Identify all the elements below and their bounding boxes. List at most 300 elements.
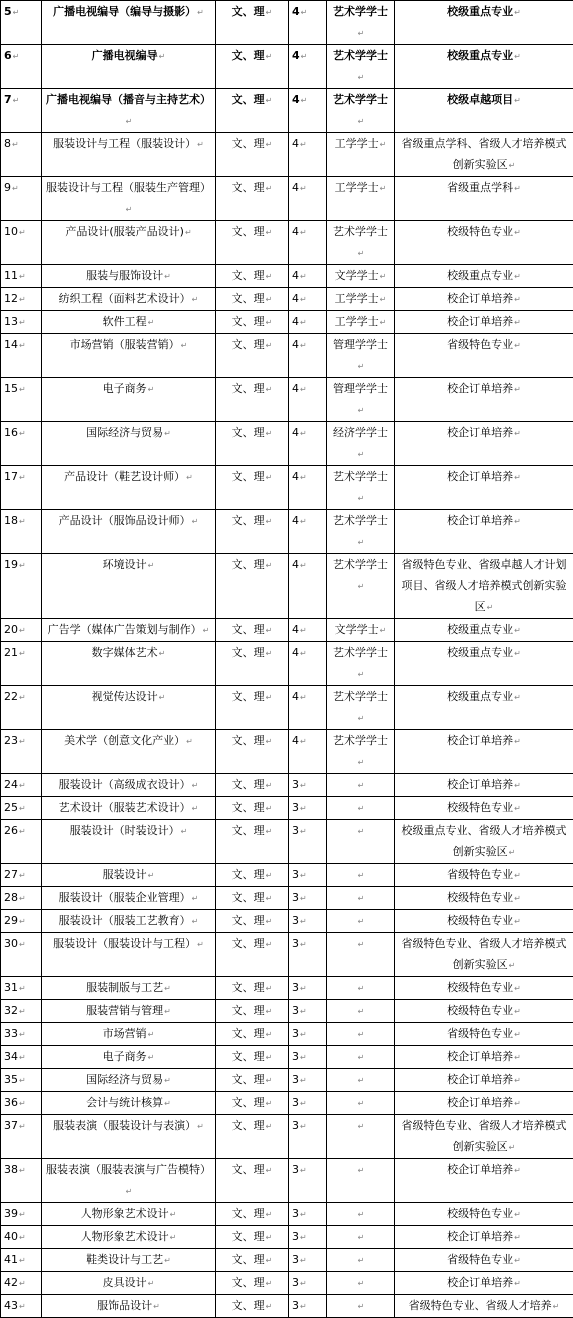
- paragraph-mark-icon: ↵: [19, 429, 26, 438]
- remarks: 校企订单培养: [447, 1276, 513, 1289]
- degree: 艺术学学士: [333, 93, 388, 106]
- paragraph-mark-icon: ↵: [358, 29, 365, 38]
- row-number-cell: [1, 1000, 42, 1023]
- paragraph-mark-icon: ↵: [514, 8, 521, 17]
- paragraph-mark-icon: ↵: [266, 827, 273, 836]
- subject-type: 文、理: [232, 1207, 265, 1220]
- paragraph-mark-icon: ↵: [266, 1122, 273, 1131]
- row-number-cell: [1, 1, 42, 45]
- paragraph-mark-icon: ↵: [126, 117, 133, 126]
- major-name: 服装设计与工程（服装设计）: [53, 137, 196, 150]
- paragraph-mark-icon: ↵: [19, 649, 26, 658]
- remarks-cell: [395, 311, 573, 334]
- remarks-cell: [395, 730, 573, 774]
- paragraph-mark-icon: ↵: [159, 52, 166, 61]
- subject-type: 文、理: [232, 558, 265, 571]
- major-name: 产品设计（服饰品设计师）: [59, 514, 191, 527]
- row-number-cell: [1, 510, 42, 554]
- degree: 艺术学学士: [333, 690, 388, 703]
- study-years-cell: [289, 864, 327, 887]
- paragraph-mark-icon: ↵: [300, 1007, 307, 1016]
- paragraph-mark-icon: ↵: [192, 295, 199, 304]
- subject-type: 文、理: [232, 1253, 265, 1266]
- subject-type: 文、理: [232, 292, 265, 305]
- major-name-cell: [42, 1000, 216, 1023]
- subject-type-cell: [216, 686, 289, 730]
- row-number-cell: [1, 1226, 42, 1249]
- study-years: 3: [292, 1027, 299, 1040]
- paragraph-mark-icon: ↵: [266, 1302, 273, 1311]
- remarks-cell: [395, 619, 573, 642]
- paragraph-mark-icon: ↵: [358, 1030, 365, 1039]
- row-number-cell: [1, 730, 42, 774]
- paragraph-mark-icon: ↵: [358, 940, 365, 949]
- paragraph-mark-icon: ↵: [358, 1210, 365, 1219]
- major-name: 电子商务: [103, 382, 147, 395]
- study-years: 4: [292, 382, 299, 395]
- major-name-cell: [42, 1249, 216, 1272]
- row-number-cell: [1, 774, 42, 797]
- study-years-cell: [289, 554, 327, 619]
- major-name-cell: [42, 422, 216, 466]
- paragraph-mark-icon: ↵: [148, 318, 155, 327]
- major-name-cell: [42, 1115, 216, 1159]
- study-years-cell: [289, 422, 327, 466]
- table-row: [1, 288, 573, 311]
- study-years: 3: [292, 914, 299, 927]
- paragraph-mark-icon: ↵: [164, 1076, 171, 1085]
- paragraph-mark-icon: ↵: [197, 940, 204, 949]
- study-years-cell: [289, 1115, 327, 1159]
- study-years-cell: [289, 1069, 327, 1092]
- paragraph-mark-icon: ↵: [514, 228, 521, 237]
- subject-type-cell: [216, 89, 289, 133]
- paragraph-mark-icon: ↵: [300, 228, 307, 237]
- row-number: 10: [4, 225, 18, 238]
- table-row: [1, 1249, 573, 1272]
- row-number-cell: [1, 89, 42, 133]
- paragraph-mark-icon: ↵: [300, 1210, 307, 1219]
- paragraph-mark-icon: ↵: [514, 649, 521, 658]
- major-name: 视觉传达设计: [92, 690, 158, 703]
- row-number: 43: [4, 1299, 18, 1312]
- paragraph-mark-icon: ↵: [13, 8, 20, 17]
- major-name: 国际经济与贸易: [86, 426, 163, 439]
- study-years-cell: [289, 933, 327, 977]
- table-row: [1, 1000, 573, 1023]
- major-name-cell: [42, 334, 216, 378]
- remarks: 校级重点专业: [447, 269, 513, 282]
- subject-type: 文、理: [232, 1027, 265, 1040]
- major-name: 电子商务: [103, 1050, 147, 1063]
- paragraph-mark-icon: ↵: [358, 582, 365, 591]
- table-row: [1, 1046, 573, 1069]
- remarks-cell: [395, 133, 573, 177]
- study-years-cell: [289, 288, 327, 311]
- subject-type-cell: [216, 887, 289, 910]
- paragraph-mark-icon: ↵: [153, 1302, 160, 1311]
- major-name: 产品设计(服装产品设计): [65, 225, 184, 238]
- subject-type-cell: [216, 1159, 289, 1203]
- degree: 工学学士: [335, 292, 379, 305]
- remarks: 校级重点专业: [447, 646, 513, 659]
- subject-type-cell: [216, 1092, 289, 1115]
- degree: 艺术学学士: [333, 49, 388, 62]
- paragraph-mark-icon: ↵: [380, 626, 387, 635]
- major-name: 服装设计（服装工艺教育）: [59, 914, 191, 927]
- paragraph-mark-icon: ↵: [358, 670, 365, 679]
- major-name: 国际经济与贸易: [86, 1073, 163, 1086]
- degree-cell: [327, 221, 395, 265]
- table-row: [1, 1159, 573, 1203]
- major-name-cell: [42, 466, 216, 510]
- subject-type-cell: [216, 1115, 289, 1159]
- degree-cell: [327, 864, 395, 887]
- study-years: 3: [292, 1299, 299, 1312]
- table-row: [1, 1226, 573, 1249]
- major-name: 人物形象艺术设计: [81, 1230, 169, 1243]
- subject-type: 文、理: [232, 181, 265, 194]
- paragraph-mark-icon: ↵: [358, 1302, 365, 1311]
- subject-type-cell: [216, 554, 289, 619]
- paragraph-mark-icon: ↵: [19, 1302, 26, 1311]
- row-number-cell: [1, 887, 42, 910]
- remarks-cell: [395, 1159, 573, 1203]
- subject-type: 文、理: [232, 891, 265, 904]
- degree: 管理学学士: [333, 338, 388, 351]
- paragraph-mark-icon: ↵: [300, 561, 307, 570]
- degree: 艺术学学士: [333, 225, 388, 238]
- remarks: 省级重点学科: [447, 181, 513, 194]
- paragraph-mark-icon: ↵: [197, 1122, 204, 1131]
- remarks: 校级特色专业: [447, 1004, 513, 1017]
- row-number: 27: [4, 868, 18, 881]
- paragraph-mark-icon: ↵: [12, 140, 19, 149]
- paragraph-mark-icon: ↵: [13, 52, 20, 61]
- subject-type: 文、理: [232, 514, 265, 527]
- table-row: [1, 820, 573, 864]
- remarks-cell: [395, 797, 573, 820]
- paragraph-mark-icon: ↵: [300, 473, 307, 482]
- study-years: 4: [292, 5, 300, 18]
- subject-type: 文、理: [232, 426, 265, 439]
- degree-cell: [327, 510, 395, 554]
- subject-type: 文、理: [232, 225, 265, 238]
- row-number-cell: [1, 45, 42, 89]
- study-years: 3: [292, 1207, 299, 1220]
- remarks-cell: [395, 334, 573, 378]
- major-name-cell: [42, 864, 216, 887]
- major-name-cell: [42, 1069, 216, 1092]
- remarks-cell: [395, 466, 573, 510]
- study-years: 4: [292, 292, 299, 305]
- paragraph-mark-icon: ↵: [192, 894, 199, 903]
- study-years: 4: [292, 514, 299, 527]
- study-years-cell: [289, 466, 327, 510]
- paragraph-mark-icon: ↵: [301, 96, 308, 105]
- paragraph-mark-icon: ↵: [358, 406, 365, 415]
- subject-type: 文、理: [232, 137, 265, 150]
- major-name: 鞋类设计与工艺: [86, 1253, 163, 1266]
- subject-type: 文、理: [232, 981, 265, 994]
- major-name-cell: [42, 977, 216, 1000]
- subject-type: 文、理: [232, 1119, 265, 1132]
- paragraph-mark-icon: ↵: [266, 1166, 273, 1175]
- major-name-cell: [42, 133, 216, 177]
- subject-type-cell: [216, 265, 289, 288]
- paragraph-mark-icon: ↵: [509, 1143, 516, 1152]
- subject-type-cell: [216, 311, 289, 334]
- subject-type-cell: [216, 510, 289, 554]
- remarks: 省级特色专业、省级人才培养模式创新实验区: [402, 937, 567, 971]
- paragraph-mark-icon: ↵: [300, 1166, 307, 1175]
- paragraph-mark-icon: ↵: [164, 984, 171, 993]
- remarks: 省级特色专业、省级卓越人才计划项目、省级人才培养模式创新实验区: [402, 558, 567, 613]
- major-name: 广播电视编导（编导与摄影）: [53, 5, 196, 18]
- degree-cell: [327, 933, 395, 977]
- study-years: 3: [292, 1050, 299, 1063]
- remarks: 校企订单培养: [447, 1096, 513, 1109]
- paragraph-mark-icon: ↵: [300, 984, 307, 993]
- table-row: [1, 265, 573, 288]
- paragraph-mark-icon: ↵: [203, 626, 210, 635]
- study-years: 4: [292, 93, 300, 106]
- paragraph-mark-icon: ↵: [300, 649, 307, 658]
- paragraph-mark-icon: ↵: [358, 450, 365, 459]
- study-years: 4: [292, 137, 299, 150]
- row-number: 42: [4, 1276, 18, 1289]
- paragraph-mark-icon: ↵: [358, 117, 365, 126]
- paragraph-mark-icon: ↵: [266, 517, 273, 526]
- paragraph-mark-icon: ↵: [300, 917, 307, 926]
- degree-cell: [327, 910, 395, 933]
- paragraph-mark-icon: ↵: [358, 494, 365, 503]
- major-name-cell: [42, 887, 216, 910]
- subject-type: 文、理: [232, 1073, 265, 1086]
- degree: 艺术学学士: [333, 734, 388, 747]
- study-years: 3: [292, 1073, 299, 1086]
- table-row: [1, 554, 573, 619]
- subject-type-cell: [216, 933, 289, 977]
- study-years: 4: [292, 623, 299, 636]
- table-row: [1, 1092, 573, 1115]
- paragraph-mark-icon: ↵: [19, 917, 26, 926]
- subject-type: 文、理: [232, 1050, 265, 1063]
- remarks: 校企订单培养: [447, 1073, 513, 1086]
- study-years: 3: [292, 1230, 299, 1243]
- remarks-cell: [395, 1272, 573, 1295]
- degree-cell: [327, 1226, 395, 1249]
- study-years-cell: [289, 1249, 327, 1272]
- remarks: 省级特色专业: [447, 868, 513, 881]
- paragraph-mark-icon: ↵: [300, 1302, 307, 1311]
- row-number: 40: [4, 1230, 18, 1243]
- row-number: 36: [4, 1096, 18, 1109]
- paragraph-mark-icon: ↵: [514, 295, 521, 304]
- paragraph-mark-icon: ↵: [301, 52, 308, 61]
- paragraph-mark-icon: ↵: [266, 871, 273, 880]
- major-name: 服装设计（高级成衣设计）: [59, 778, 191, 791]
- table-row: [1, 89, 573, 133]
- paragraph-mark-icon: ↵: [19, 473, 26, 482]
- subject-type-cell: [216, 466, 289, 510]
- row-number: 24: [4, 778, 18, 791]
- major-name: 产品设计（鞋艺设计师）: [64, 470, 185, 483]
- paragraph-mark-icon: ↵: [19, 517, 26, 526]
- paragraph-mark-icon: ↵: [197, 8, 204, 17]
- paragraph-mark-icon: ↵: [19, 1166, 26, 1175]
- paragraph-mark-icon: ↵: [266, 649, 273, 658]
- paragraph-mark-icon: ↵: [19, 1030, 26, 1039]
- paragraph-mark-icon: ↵: [19, 295, 26, 304]
- subject-type-cell: [216, 422, 289, 466]
- row-number: 16: [4, 426, 18, 439]
- row-number-cell: [1, 686, 42, 730]
- study-years: 3: [292, 778, 299, 791]
- study-years: 4: [292, 49, 300, 62]
- study-years-cell: [289, 1159, 327, 1203]
- paragraph-mark-icon: ↵: [266, 561, 273, 570]
- study-years: 3: [292, 1163, 299, 1176]
- row-number-cell: [1, 265, 42, 288]
- paragraph-mark-icon: ↵: [358, 73, 365, 82]
- table-row: [1, 45, 573, 89]
- subject-type: 文、理: [232, 824, 265, 837]
- paragraph-mark-icon: ↵: [19, 804, 26, 813]
- subject-type-cell: [216, 1272, 289, 1295]
- study-years: 4: [292, 646, 299, 659]
- table-row: [1, 133, 573, 177]
- subject-type-cell: [216, 1203, 289, 1226]
- paragraph-mark-icon: ↵: [514, 184, 521, 193]
- table-row: [1, 1272, 573, 1295]
- row-number: 6: [4, 49, 12, 62]
- row-number-cell: [1, 619, 42, 642]
- remarks-cell: [395, 1, 573, 45]
- study-years-cell: [289, 311, 327, 334]
- paragraph-mark-icon: ↵: [19, 1122, 26, 1131]
- paragraph-mark-icon: ↵: [266, 96, 273, 105]
- subject-type-cell: [216, 730, 289, 774]
- paragraph-mark-icon: ↵: [300, 1099, 307, 1108]
- paragraph-mark-icon: ↵: [514, 626, 521, 635]
- remarks-cell: [395, 820, 573, 864]
- major-name: 服装制版与工艺: [86, 981, 163, 994]
- remarks: 校级特色专业: [447, 914, 513, 927]
- paragraph-mark-icon: ↵: [266, 1007, 273, 1016]
- major-name: 服装设计（时装设计）: [70, 824, 180, 837]
- subject-type: 文、理: [232, 937, 265, 950]
- paragraph-mark-icon: ↵: [19, 871, 26, 880]
- subject-type: 文、理: [232, 5, 265, 18]
- paragraph-mark-icon: ↵: [300, 626, 307, 635]
- paragraph-mark-icon: ↵: [514, 871, 521, 880]
- paragraph-mark-icon: ↵: [300, 295, 307, 304]
- remarks-cell: [395, 221, 573, 265]
- degree: 艺术学学士: [333, 646, 388, 659]
- subject-type: 文、理: [232, 338, 265, 351]
- paragraph-mark-icon: ↵: [514, 52, 521, 61]
- paragraph-mark-icon: ↵: [300, 1030, 307, 1039]
- remarks: 校级重点专业: [447, 5, 513, 18]
- subject-type-cell: [216, 820, 289, 864]
- subject-type: 文、理: [232, 778, 265, 791]
- row-number: 35: [4, 1073, 18, 1086]
- paragraph-mark-icon: ↵: [358, 1122, 365, 1131]
- major-name-cell: [42, 177, 216, 221]
- degree: 工学学士: [335, 315, 379, 328]
- table-row: [1, 1203, 573, 1226]
- paragraph-mark-icon: ↵: [266, 228, 273, 237]
- paragraph-mark-icon: ↵: [514, 341, 521, 350]
- study-years: 3: [292, 1119, 299, 1132]
- paragraph-mark-icon: ↵: [514, 1279, 521, 1288]
- paragraph-mark-icon: ↵: [19, 1210, 26, 1219]
- row-number-cell: [1, 933, 42, 977]
- paragraph-mark-icon: ↵: [266, 984, 273, 993]
- row-number-cell: [1, 133, 42, 177]
- row-number: 14: [4, 338, 18, 351]
- paragraph-mark-icon: ↵: [358, 1076, 365, 1085]
- row-number: 34: [4, 1050, 18, 1063]
- subject-type: 文、理: [232, 49, 265, 62]
- paragraph-mark-icon: ↵: [148, 1030, 155, 1039]
- degree-cell: [327, 1295, 395, 1318]
- degree-cell: [327, 1159, 395, 1203]
- study-years-cell: [289, 45, 327, 89]
- paragraph-mark-icon: ↵: [266, 473, 273, 482]
- major-name: 服装设计: [103, 868, 147, 881]
- remarks-cell: [395, 288, 573, 311]
- study-years: 3: [292, 824, 299, 837]
- paragraph-mark-icon: ↵: [19, 693, 26, 702]
- remarks-cell: [395, 977, 573, 1000]
- subject-type: 文、理: [232, 1276, 265, 1289]
- row-number-cell: [1, 1203, 42, 1226]
- paragraph-mark-icon: ↵: [380, 140, 387, 149]
- study-years: 4: [292, 690, 299, 703]
- degree-cell: [327, 45, 395, 89]
- remarks: 校级特色专业: [447, 1207, 513, 1220]
- paragraph-mark-icon: ↵: [266, 626, 273, 635]
- paragraph-mark-icon: ↵: [126, 1187, 133, 1196]
- major-name: 软件工程: [103, 315, 147, 328]
- study-years: 4: [292, 181, 299, 194]
- paragraph-mark-icon: ↵: [514, 781, 521, 790]
- row-number: 15: [4, 382, 18, 395]
- paragraph-mark-icon: ↵: [266, 1233, 273, 1242]
- table-row: [1, 510, 573, 554]
- remarks: 校企订单培养: [447, 315, 513, 328]
- row-number: 39: [4, 1207, 18, 1220]
- paragraph-mark-icon: ↵: [266, 917, 273, 926]
- degree-cell: [327, 422, 395, 466]
- degree-cell: [327, 686, 395, 730]
- major-name: 市场营销（服装营销）: [70, 338, 180, 351]
- paragraph-mark-icon: ↵: [164, 1007, 171, 1016]
- majors-table-body: [1, 1, 573, 1318]
- row-number: 33: [4, 1027, 18, 1040]
- paragraph-mark-icon: ↵: [266, 804, 273, 813]
- row-number: 7: [4, 93, 12, 106]
- subject-type: 文、理: [232, 1299, 265, 1312]
- table-row: [1, 177, 573, 221]
- paragraph-mark-icon: ↵: [266, 8, 273, 17]
- row-number: 8: [4, 137, 11, 150]
- major-name-cell: [42, 1159, 216, 1203]
- paragraph-mark-icon: ↵: [19, 1099, 26, 1108]
- major-name-cell: [42, 686, 216, 730]
